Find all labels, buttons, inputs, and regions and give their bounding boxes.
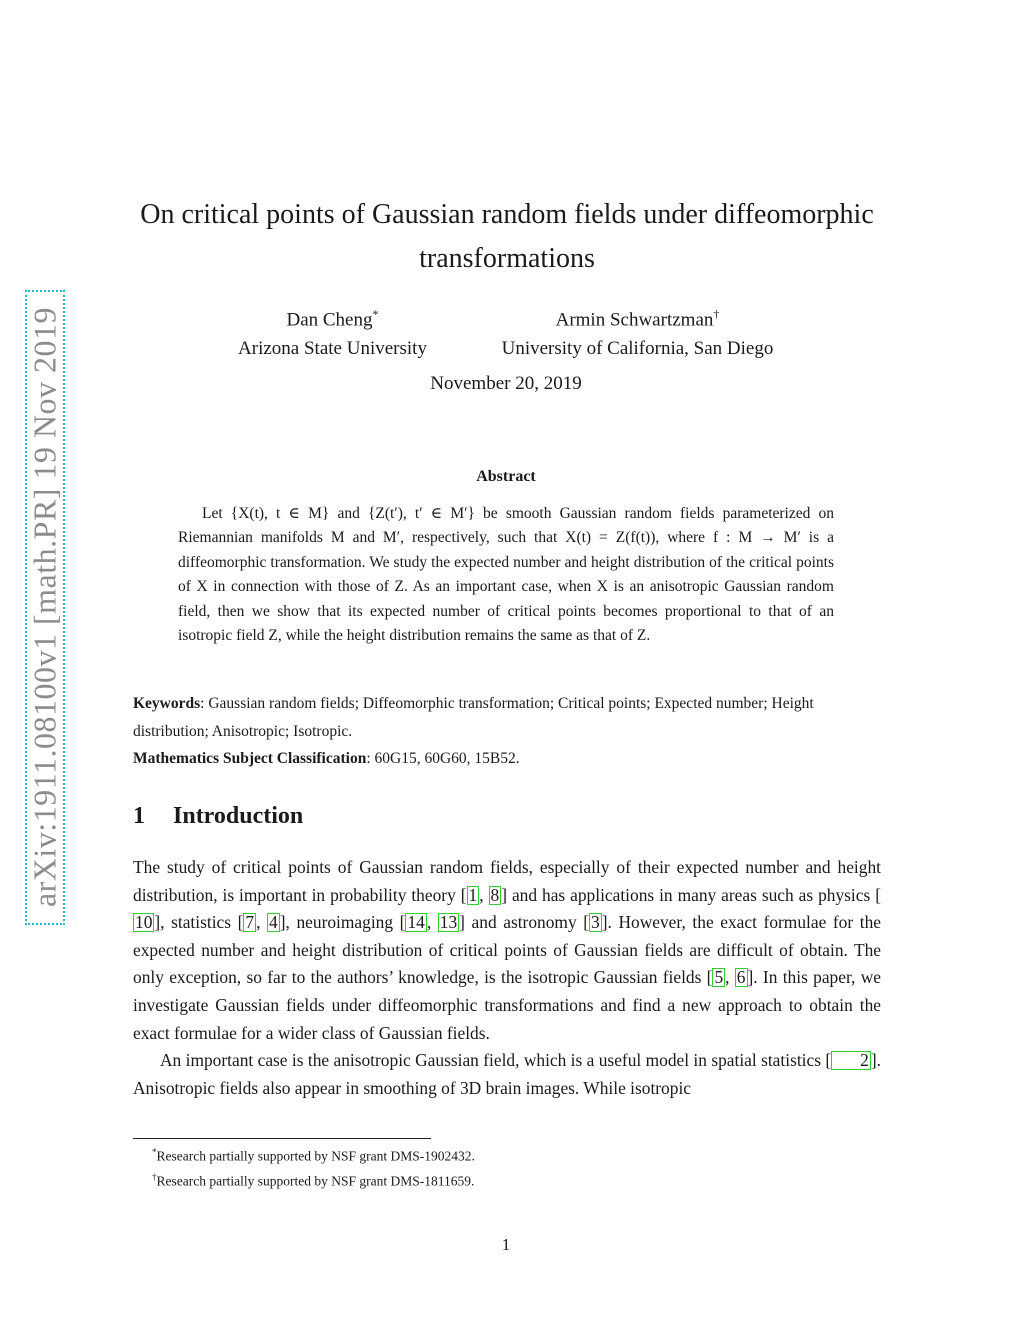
abstract-body [178, 502, 834, 648]
author-2-name: Armin Schwartzman [555, 309, 714, 331]
keywords-text: : Gaussian random fields; Diffeomorphic transformation; Critical points; Expected number; Height distribution; Anisotropic; Isotropic. [133, 695, 814, 740]
abstract-heading: Abstract [476, 468, 536, 485]
msc-text: : 60G15, 60G60, 15B52. [366, 750, 520, 767]
citation-link[interactable]: 1 [468, 884, 478, 905]
author-2 [470, 300, 805, 363]
keywords-block [133, 690, 881, 773]
author-1-mark: * [372, 307, 379, 321]
paper-date: November 20, 2019 [430, 373, 582, 394]
text-run: The study of critical points of Gaussian random fields, especially of their expected number and height distribution, is important in probability theory [ [133, 857, 881, 905]
footnote-text: Research partially supported by NSF grant DMS-1811659. [156, 1173, 475, 1188]
author-1-affiliation: Arizona State University [238, 338, 427, 360]
citation-link[interactable]: 8 [490, 884, 500, 905]
msc-label: Mathematics Subject Classification [133, 750, 367, 767]
msc-line [133, 745, 881, 773]
citation-link[interactable]: 3 [591, 912, 600, 933]
section-title: Introduction [173, 803, 304, 829]
abstract-text: Let {X(t), t ∈ M} and {Z(t′), t′ ∈ M′} be smooth Gaussian random fields parameterized on Riemannian manifolds M and M′, respectively, such that X(t) = Z(f(t)), where f : M → M′ is a diffeomorphic transformation. We study the expected number and height distribution of the critical points of X in connection with those of Z. As an important case, when X is an anisotropic Gaussian random field, then we show that its expected number of critical points becomes proportional to that of an isotropic field Z, while the height distribution remains the same as that of Z. [178, 505, 834, 645]
text-run: ] and astronomy [ [459, 912, 590, 933]
keywords-label: Keywords [133, 695, 201, 712]
author-2-mark: † [713, 307, 720, 321]
footnote-rule [133, 1138, 431, 1139]
citation-link[interactable]: 10 [135, 912, 153, 933]
footnotes [152, 1142, 475, 1191]
text-run: ]. Anisotropic fields also appear in smoothing of 3D brain images. While isotropic [133, 1050, 881, 1098]
citation-link[interactable]: 14 [407, 912, 425, 933]
footnote-1 [152, 1142, 475, 1167]
text-run: ], neuroimaging [ [279, 912, 406, 933]
citation-link[interactable]: 2 [831, 1051, 871, 1070]
author-1 [200, 300, 465, 363]
footnote-text: Research partially supported by NSF grant DMS-1902432. [156, 1148, 475, 1164]
page-number: 1 [501, 1235, 511, 1254]
paper-title: On critical points of Gaussian random fields under diffeomorphic transformations [140, 199, 874, 274]
author-1-name: Dan Cheng [286, 309, 373, 331]
text-run: ] and has applications in many areas such as physics [ [501, 884, 881, 905]
paragraph-1: The study of critical points of Gaussian random fields, especially of their expected number and height distribution, is important in probability theory [ 1 , 8 ] and has applications in many areas such as physics [10 ], statistics [ 7 , 4 ], neuroimaging [ 14 , 13 ] and astronomy [ 3 ]. However, the exact formulae for the expected number and height distribution of critical points of Gaussian fields are difficult of obtain. The only exception, so far to the authors’ knowledge, is the isotropic Gaussian fields [ 5 , 6 ]. In this paper, we investigate Gaussian fields under diffeomorphic transformations and find a new approach to obtain the exact formulae for a wider class of Gaussian fields. [133, 857, 881, 1043]
text-run: An important case is the anisotropic Gaussian field, which is a useful model in spatial statistics [ [160, 1050, 832, 1071]
paragraph-2 [133, 1047, 881, 1102]
text-run: ]. In this paper, we investigate Gaussian fields under diffeomorphic transformations and find a new approach to obtain the exact formulae for a wider class of Gaussian fields. [133, 967, 881, 1043]
citation-link[interactable]: 7 [245, 912, 255, 933]
footnote-mark: * [152, 1147, 157, 1157]
footnote-2 [152, 1167, 475, 1192]
text-run: ]. However, the exact formulae for the expected number and height distribution of critical points of Gaussian fields are difficult of obtain. The only exception, so far to the authors’ knowledge, is the isotropic Gaussian fields [ [133, 912, 881, 988]
text-run: ], statistics [ [154, 912, 244, 933]
body-text [133, 854, 881, 1102]
keywords-line [133, 690, 881, 745]
footnote-mark: † [152, 1171, 157, 1182]
citation-link[interactable]: 13 [439, 912, 458, 933]
citation-link[interactable]: 6 [736, 967, 746, 988]
section-number: 1 [133, 803, 145, 829]
citation-link[interactable]: 5 [714, 967, 724, 988]
arxiv-identifier[interactable]: arXiv:1911.08100v1 [math.PR] 19 Nov 2019 [26, 306, 63, 908]
section-heading [133, 803, 303, 830]
citation-link[interactable]: 4 [269, 912, 278, 933]
author-2-affiliation: University of California, San Diego [501, 338, 774, 360]
